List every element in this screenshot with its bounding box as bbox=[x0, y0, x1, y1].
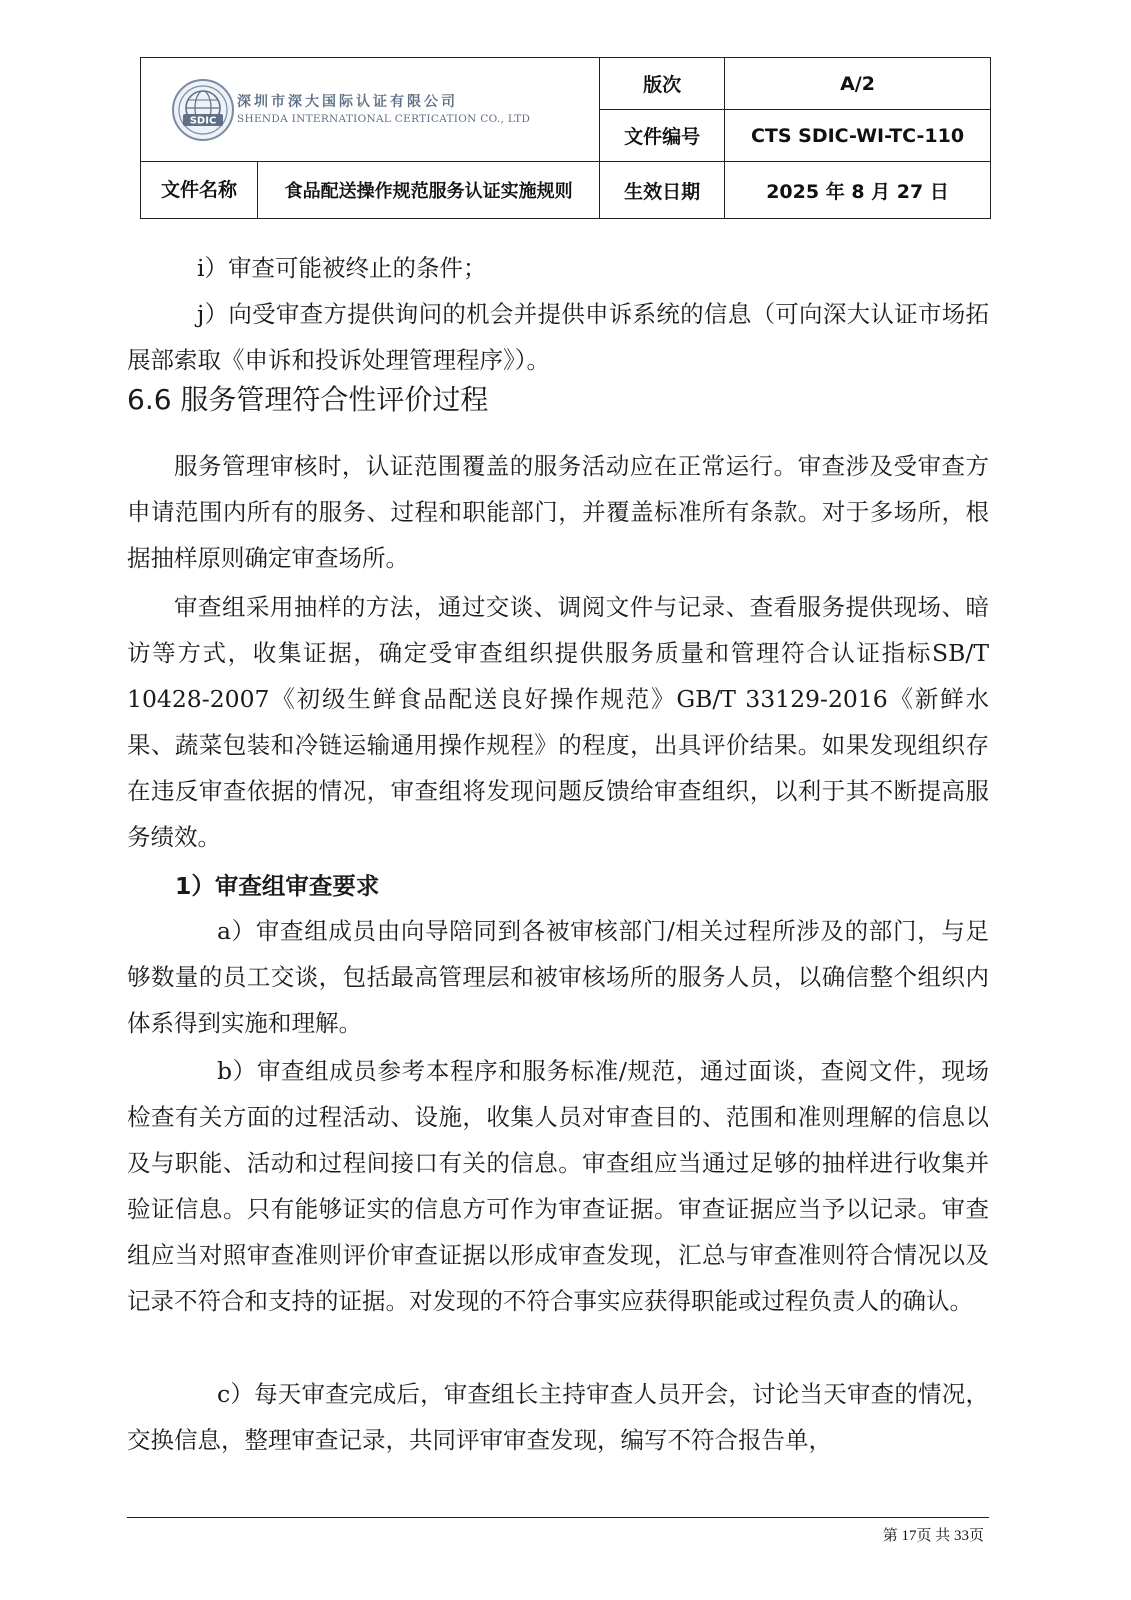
list-item-b: b）审查组成员参考本程序和服务标准/规范，通过面谈，查阅文件，现场检查有关方面的过程活动、设施，收集人员对审查目的、范围和准则理解的信息以及与职能、活动和过程间接口有关的信息。审查组应当通过足够的抽样进行收集并验证信息。只有能够证实的信息方可作为审查证据。审查证据应当予以记录。审查组应当对照审查准则评价审查证据以形成审查发现，汇总与审查准则符合情况以及记录不符合和支持的证据。对发现的不符合事实应获得职能或过程负责人的确认。 bbox=[127, 1057, 989, 1315]
company-name-en: SHENDA INTERNATIONAL CERTICATION CO., LTD bbox=[237, 113, 531, 126]
effective-date-value: 2025 年 8 月 27 日 bbox=[725, 162, 991, 219]
doc-number-value: CTS SDIC-WI-TC-110 bbox=[725, 110, 991, 162]
list-item-c: c）每天审查完成后，审查组长主持审查人员开会，讨论当天审查的情况，交换信息，整理审查记录，共同评审审查发现，编写不符合报告单， bbox=[127, 1380, 989, 1454]
doc-name-label: 文件名称 bbox=[141, 162, 258, 218]
company-logo-icon bbox=[171, 78, 235, 142]
page-number: 第 17页 共 33页 bbox=[882, 1528, 984, 1544]
company-name-cn: 深圳市深大国际认证有限公司 bbox=[237, 93, 458, 110]
footer-divider bbox=[127, 1517, 989, 1518]
list-item-j: j）向受审查方提供询问的机会并提供申诉系统的信息（可向深大认证市场拓展部索取《申诉和投诉处理管理程序》）。 bbox=[127, 300, 989, 374]
section-title: 6.6 服务管理符合性评价过程 bbox=[127, 383, 489, 416]
document-header-table bbox=[140, 57, 991, 219]
paragraph-2: 审查组采用抽样的方法，通过交谈、调阅文件与记录、查看服务提供现场、暗访等方式，收集证据，确定受审查组织提供服务质量和管理符合认证指标SB/T 10428-2007《初级生鲜食品配送良好操作规范》GB/T 33129-2016《新鲜水果、蔬菜包装和冷链运输通用操作规程》的程度，出具评价结果。如果发现组织存在违反审查依据的情况，审查组将发现问题反馈给审查组织，以利于其不断提高服务绩效。 bbox=[127, 593, 989, 851]
list-item-a: a）审查组成员由向导陪同到各被审核部门/相关过程所涉及的部门，与足够数量的员工交谈，包括最高管理层和被审核场所的服务人员，以确信整个组织内体系得到实施和理解。 bbox=[127, 917, 989, 1037]
doc-number-label: 文件编号 bbox=[600, 110, 725, 162]
list-item-i: i）审查可能被终止的条件； bbox=[197, 254, 487, 282]
doc-name-cell bbox=[141, 162, 600, 219]
paragraph-1: 服务管理审核时，认证范围覆盖的服务活动应在正常运行。审查涉及受审查方申请范围内所有的服务、过程和职能部门，并覆盖标准所有条款。对于多场所，根据抽样原则确定审查场所。 bbox=[127, 452, 989, 572]
version-label: 版次 bbox=[600, 58, 725, 110]
version-value: A/2 bbox=[725, 58, 991, 110]
doc-name-value: 食品配送操作规范服务认证实施规则 bbox=[284, 181, 573, 202]
company-logo-cell bbox=[141, 58, 600, 162]
subheading-audit-requirements: 1）审查组审查要求 bbox=[175, 872, 380, 900]
svg-text:SDIC: SDIC bbox=[189, 115, 217, 126]
effective-date-label: 生效日期 bbox=[600, 162, 725, 219]
